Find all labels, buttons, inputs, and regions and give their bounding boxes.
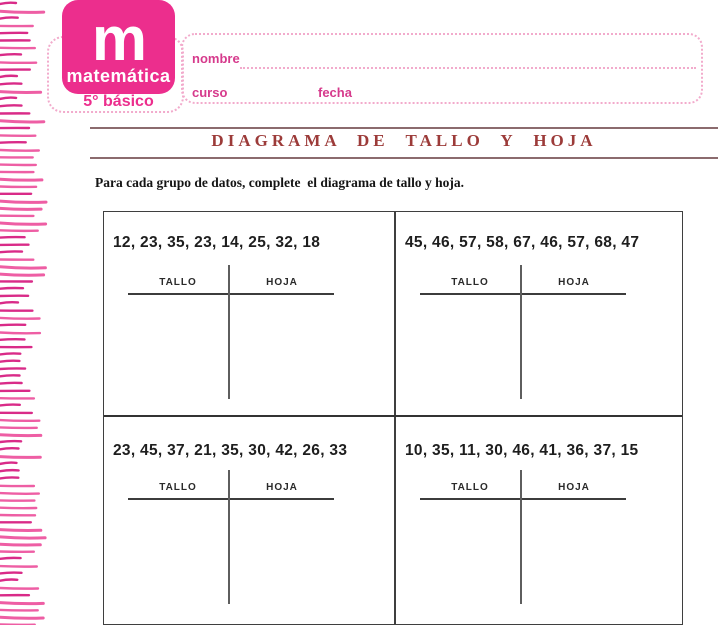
title-rule-top: [90, 127, 718, 129]
stem-column-header: TALLO: [159, 482, 197, 493]
stem-leaf-horizontal-line: [420, 293, 626, 295]
nombre-label: nombre: [192, 51, 240, 66]
leaf-column-header: HOJA: [266, 482, 298, 493]
page-title: DIAGRAMA DE TALLO Y HOJA: [211, 131, 597, 150]
stem-column-header: TALLO: [451, 277, 489, 288]
stem-leaf-vertical-line: [520, 470, 522, 604]
stem-column-header: TALLO: [159, 277, 197, 288]
exercise-cell-2: [396, 212, 682, 415]
stem-leaf-horizontal-line: [128, 498, 334, 500]
logo-m-letter: m: [91, 5, 146, 74]
exercises-grid: [103, 211, 683, 625]
leaf-column-header: HOJA: [558, 277, 590, 288]
grade-label: 5° básico: [83, 93, 154, 110]
leaf-column-header: HOJA: [266, 277, 298, 288]
stem-leaf-vertical-line: [520, 265, 522, 399]
nombre-write-line: [240, 67, 696, 69]
exercise-4-data: 10, 35, 11, 30, 46, 41, 36, 37, 15: [405, 442, 639, 459]
exercise-cell-3: [104, 417, 394, 623]
stem-column-header: TALLO: [451, 482, 489, 493]
logo-brand-text: matemática: [66, 66, 171, 86]
instruction-text: Para cada grupo de datos, complete el diagrama de tallo y hoja.: [95, 175, 464, 190]
brand-logo: [62, 0, 175, 94]
title-rule-bottom: [90, 157, 718, 159]
exercise-cell-4: [396, 417, 682, 623]
stem-leaf-horizontal-line: [420, 498, 626, 500]
exercise-1-data: 12, 23, 35, 23, 14, 25, 32, 18: [113, 234, 321, 251]
exercise-2-data: 45, 46, 57, 58, 67, 46, 57, 68, 47: [405, 234, 640, 251]
stem-leaf-horizontal-line: [128, 293, 334, 295]
exercise-cell-1: [104, 212, 394, 415]
curso-label: curso: [192, 85, 228, 100]
stem-leaf-vertical-line: [228, 470, 230, 604]
leaf-column-header: HOJA: [558, 482, 590, 493]
fecha-label: fecha: [318, 85, 352, 100]
exercise-3-data: 23, 45, 37, 21, 35, 30, 42, 26, 33: [113, 442, 348, 459]
stem-leaf-vertical-line: [228, 265, 230, 399]
